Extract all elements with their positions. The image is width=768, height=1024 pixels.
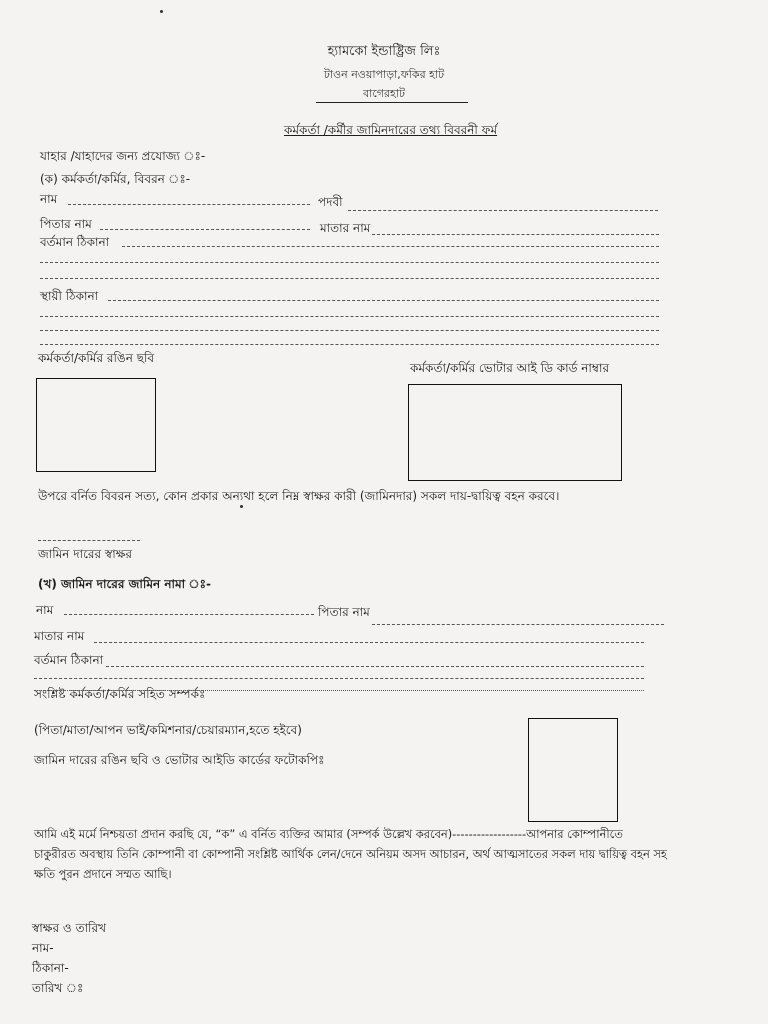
guarantor-father-label: পিতার নাম bbox=[318, 605, 370, 619]
guarantor-signature-line[interactable] bbox=[38, 540, 140, 541]
pledge-line-2: চাকুরীরত অবস্থায় তিনি কোম্পানী বা কোম্পানী সংশ্লিষ্ট আর্থিক লেন/দেনে অনিয়ম অসদ আচারন, অর্থ আত্মসাতের সকল দায় দ্বায়িত্ব বহন সহ bbox=[34, 847, 667, 861]
relation-label: সংশ্লিষ্ট কর্মকর্তা/কর্মির সহিত সম্পর্কঃ bbox=[34, 687, 206, 701]
paper-speck-2 bbox=[240, 505, 243, 508]
footer-name-label: নাম- bbox=[32, 941, 54, 955]
guarantor-mother-label: মাতার নাম bbox=[34, 629, 85, 643]
name-field-line[interactable] bbox=[68, 204, 310, 205]
name-label: নাম bbox=[40, 192, 58, 206]
company-address-line2: বাগেরহাট bbox=[363, 87, 405, 100]
permanent-address-line-4[interactable] bbox=[40, 344, 659, 345]
guarantor-mother-field-line[interactable] bbox=[94, 642, 644, 643]
section-b-heading: (খ) জামিন দারের জামিন নামা ঃ- bbox=[38, 577, 212, 591]
applicable-line: যাহার /যাহাদের জন্য প্রযোজ্য ঃ- bbox=[40, 149, 206, 163]
section-a-heading: (ক) কর্মকর্তা/কর্মির, বিবরন ঃ- bbox=[40, 172, 191, 186]
mother-name-field-line[interactable] bbox=[372, 234, 659, 235]
header-divider bbox=[316, 102, 468, 103]
father-name-field-line[interactable] bbox=[100, 229, 310, 230]
employee-photo-label: কর্মকর্তা/কর্মির রঙিন ছবি bbox=[38, 351, 155, 365]
present-address-label: বর্তমান ঠিকানা bbox=[40, 235, 110, 249]
guarantor-photo-label: জামিন দারের রঙিন ছবি ও ভোটার আইডি কার্ডের ফটোকপিঃ bbox=[34, 753, 325, 767]
company-address-line1: টাওন নওয়াপাড়া,ফকির হাট bbox=[323, 68, 445, 81]
pledge-line-1: আমি এই মর্মে নিশ্চয়তা প্রদান করছি যে, “ক” এ বর্নিত ব্যক্তির আমার (সম্পর্ক উল্লেখ করবেন)------------------আপনার কোম্পানীতে bbox=[34, 827, 623, 841]
present-address-line-3[interactable] bbox=[40, 278, 659, 279]
company-name: হ্যামকো ইন্ডাষ্ট্রিজ লিঃ bbox=[327, 44, 441, 59]
mother-name-label: মাতার নাম bbox=[320, 221, 371, 235]
guarantor-address-line-2[interactable] bbox=[34, 678, 644, 679]
footer-address-label: ঠিকানা- bbox=[32, 961, 69, 975]
designation-label: পদবী bbox=[318, 195, 343, 209]
guarantor-father-field-line[interactable] bbox=[372, 624, 664, 625]
guarantor-name-field-line[interactable] bbox=[64, 614, 314, 615]
paper-speck bbox=[160, 10, 163, 13]
relation-line[interactable] bbox=[34, 690, 644, 691]
signature-date-label: স্বাক্ষর ও তারিখ bbox=[32, 921, 106, 935]
guarantor-address-line-1[interactable] bbox=[106, 666, 644, 667]
voter-id-label: কর্মকর্তা/কর্মির ভোটার আই ডি কার্ড নাম্বার bbox=[410, 361, 610, 375]
voter-id-box[interactable] bbox=[408, 384, 622, 481]
relation-note: (পিতা/মাতা/আপন ভাই/কমিশনার/চেয়ারম্যান,হতে হইবে) bbox=[34, 723, 302, 737]
guarantor-signature-label: জামিন দারের স্বাক্ষর bbox=[38, 547, 133, 561]
guarantor-name-label: নাম bbox=[36, 603, 54, 617]
permanent-address-line-3[interactable] bbox=[40, 330, 659, 331]
permanent-address-line-2[interactable] bbox=[40, 316, 659, 317]
footer-date-label: তারিখ ঃ bbox=[32, 981, 84, 995]
guarantor-photo-box[interactable] bbox=[528, 718, 618, 822]
form-title: কর্মকর্তা /কর্মীর জামিনদারের তথ্য বিবরনী ফর্ম bbox=[284, 123, 498, 137]
permanent-address-label: স্থায়ী ঠিকানা bbox=[40, 289, 99, 303]
employee-photo-box[interactable] bbox=[36, 378, 156, 472]
pledge-line-3: ক্ষতি পুরন প্রদানে সম্মত আছি। bbox=[34, 867, 172, 881]
designation-field-line[interactable] bbox=[348, 210, 658, 211]
present-address-line-2[interactable] bbox=[40, 262, 659, 263]
present-address-line-1[interactable] bbox=[122, 246, 659, 247]
guarantor-address-label: বর্তমান ঠিকানা bbox=[34, 653, 104, 667]
father-name-label: পিতার নাম bbox=[40, 217, 92, 231]
declaration-text: উপরে বর্নিত বিবরন সত্য, কোন প্রকার অন্যথা হলে নিম্ন স্বাক্ষর কারী (জামিনদার) সকল দায়-দ্বায়িত্ব বহন করবে। bbox=[38, 489, 560, 503]
permanent-address-line-1[interactable] bbox=[108, 300, 659, 301]
